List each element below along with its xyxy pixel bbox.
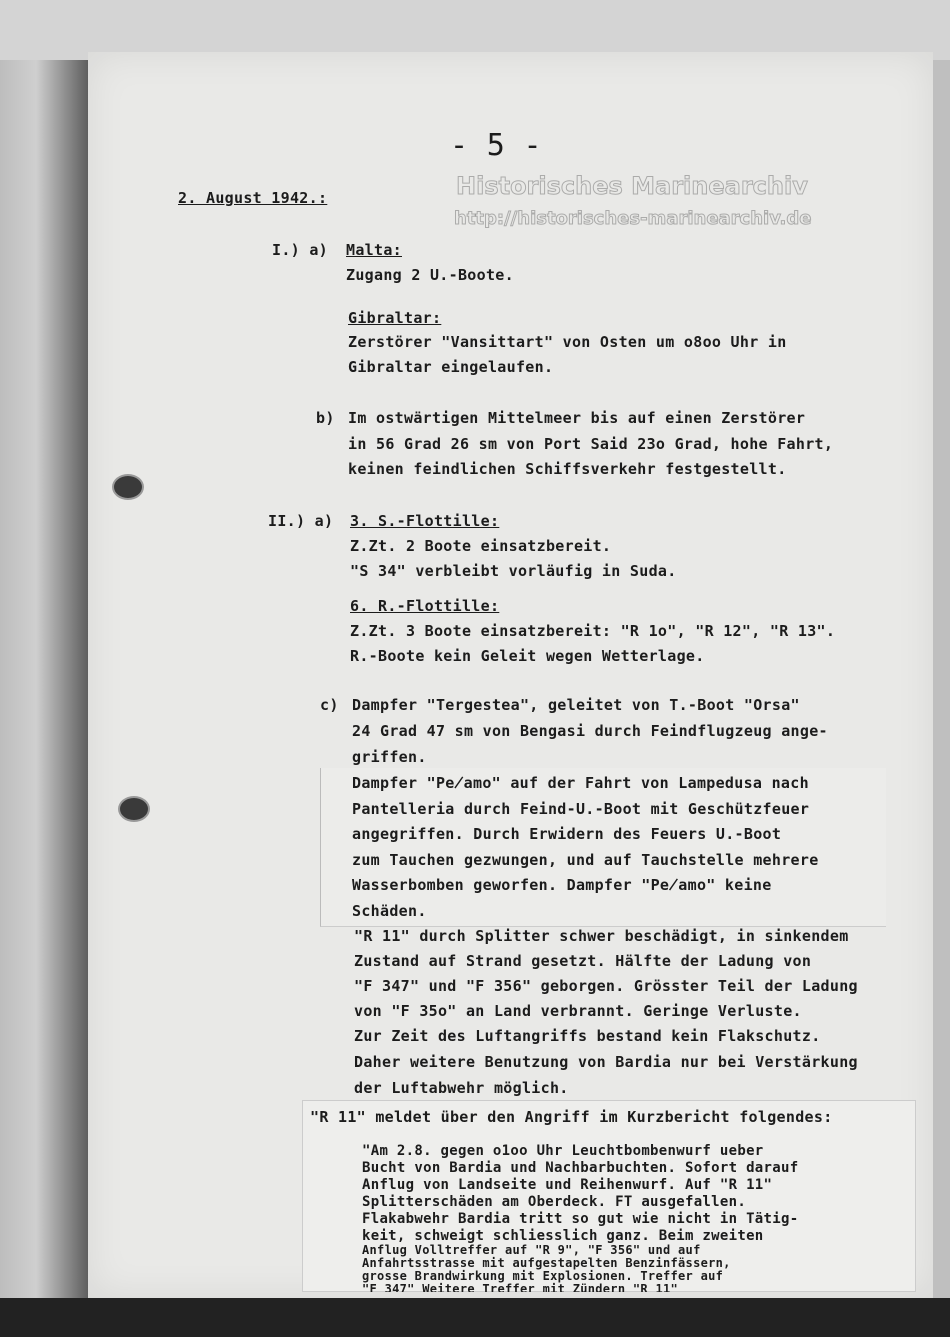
section-2c-line: griffen. xyxy=(352,748,427,766)
report-line: grosse Brandwirkung mit Explosionen. Treffer auf xyxy=(362,1269,724,1283)
section-1-label: I.) a) xyxy=(272,241,328,259)
film-border-right xyxy=(930,60,950,1300)
section-2c-line: 24 Grad 47 sm von Bengasi durch Feindflugzeug ange- xyxy=(352,722,828,740)
page-number: - 5 - xyxy=(450,128,542,163)
punch-hole-upper xyxy=(112,474,144,500)
insert-line: Wasserbomben geworfen. Dampfer "Pe̸amo" keine xyxy=(352,876,772,894)
report-line: keit, schweigt schliesslich ganz. Beim zweiten xyxy=(362,1228,764,1244)
report-line: Anflug von Landseite und Reihenwurf. Auf "R 11" xyxy=(362,1177,773,1193)
malta-heading: Malta: xyxy=(346,241,402,259)
insert-line: zum Tauchen gezwungen, und auf Tauchstelle mehrere xyxy=(352,851,819,869)
section-2-label: II.) a) xyxy=(268,512,334,530)
gibraltar-line: Gibraltar eingelaufen. xyxy=(348,358,554,376)
section-1b-line: in 56 Grad 26 sm von Port Said 23o Grad, hohe Fahrt, xyxy=(348,435,834,453)
insert-line: Pantelleria durch Feind-U.-Boot mit Geschützfeuer xyxy=(352,800,810,818)
report-line: Splitterschäden am Oberdeck. FT ausgefallen. xyxy=(362,1194,747,1210)
report-line: "Am 2.8. gegen o1oo Uhr Leuchtbombenwurf ueber xyxy=(362,1143,764,1159)
report-line: Flakabwehr Bardia tritt so gut wie nicht in Tätig- xyxy=(362,1211,799,1227)
punch-hole-lower xyxy=(118,796,150,822)
watermark-title: Historisches Marinearchiv xyxy=(456,172,808,200)
section-1b-label: b) xyxy=(316,409,335,427)
section-2c-line: Dampfer "Tergestea", geleitet von T.-Boot "Orsa" xyxy=(352,696,800,714)
report-line: Bucht von Bardia und Nachbarbuchten. Sofort darauf xyxy=(362,1160,799,1176)
insert-line: Dampfer "Pe̸amo" auf der Fahrt von Lampedusa nach xyxy=(352,774,809,792)
film-border-top xyxy=(0,0,950,60)
s-flottille-line: "S 34" verbleibt vorläufig in Suda. xyxy=(350,562,677,580)
film-border-bottom xyxy=(0,1298,950,1337)
r11-line: der Luftabwehr möglich. xyxy=(354,1079,569,1097)
section-1b-line: keinen feindlichen Schiffsverkehr festgestellt. xyxy=(348,460,787,478)
r11-line: "R 11" durch Splitter schwer beschädigt, in sinkendem xyxy=(354,927,849,945)
r11-line: Zur Zeit des Luftangriffs bestand kein Flakschutz. xyxy=(354,1027,821,1045)
report-line: "F 347" Weitere Treffer mit Zündern "R 11" xyxy=(362,1282,679,1292)
r11-line: "F 347" und "F 356" geborgen. Grösster Teil der Ladung xyxy=(354,977,858,995)
insert-line: Schäden. xyxy=(352,902,427,920)
malta-text: Zugang 2 U.-Boote. xyxy=(346,266,514,284)
r-flottille-line: Z.Zt. 3 Boote einsatzbereit: "R 1o", "R 12", "R 13". xyxy=(350,622,836,640)
section-1b-line: Im ostwärtigen Mittelmeer bis auf einen Zerstörer xyxy=(348,409,806,427)
report-line: Anflug Volltreffer auf "R 9", "F 356" und auf xyxy=(362,1243,701,1257)
insert-line: angegriffen. Durch Erwidern des Feuers U.-Boot xyxy=(352,825,782,843)
watermark-url: http://historisches-marinearchiv.de xyxy=(454,208,812,229)
date-heading: 2. August 1942.: xyxy=(178,189,328,207)
gibraltar-heading: Gibraltar: xyxy=(348,309,442,327)
s-flottille-line: Z.Zt. 2 Boote einsatzbereit. xyxy=(350,537,612,555)
r11-line: Zustand auf Strand gesetzt. Hälfte der Ladung von xyxy=(354,952,812,970)
r11-line: von "F 35o" an Land verbrannt. Geringe Verluste. xyxy=(354,1002,802,1020)
r11-line: Daher weitere Benutzung von Bardia nur bei Verstärkung xyxy=(354,1053,858,1071)
r-flottille-line: R.-Boote kein Geleit wegen Wetterlage. xyxy=(350,647,705,665)
report-line: Anfahrtsstrasse mit aufgestapelten Benzinfässern, xyxy=(362,1256,731,1270)
report-intro: "R 11" meldet über den Angriff im Kurzbericht folgendes: xyxy=(310,1108,833,1126)
s-flottille-heading: 3. S.-Flottille: xyxy=(350,512,500,530)
r-flottille-heading: 6. R.-Flottille: xyxy=(350,597,500,615)
gibraltar-line: Zerstörer "Vansittart" von Osten um o8oo Uhr in xyxy=(348,333,787,351)
section-2c-label: c) xyxy=(320,696,339,714)
film-border-left xyxy=(0,60,90,1300)
